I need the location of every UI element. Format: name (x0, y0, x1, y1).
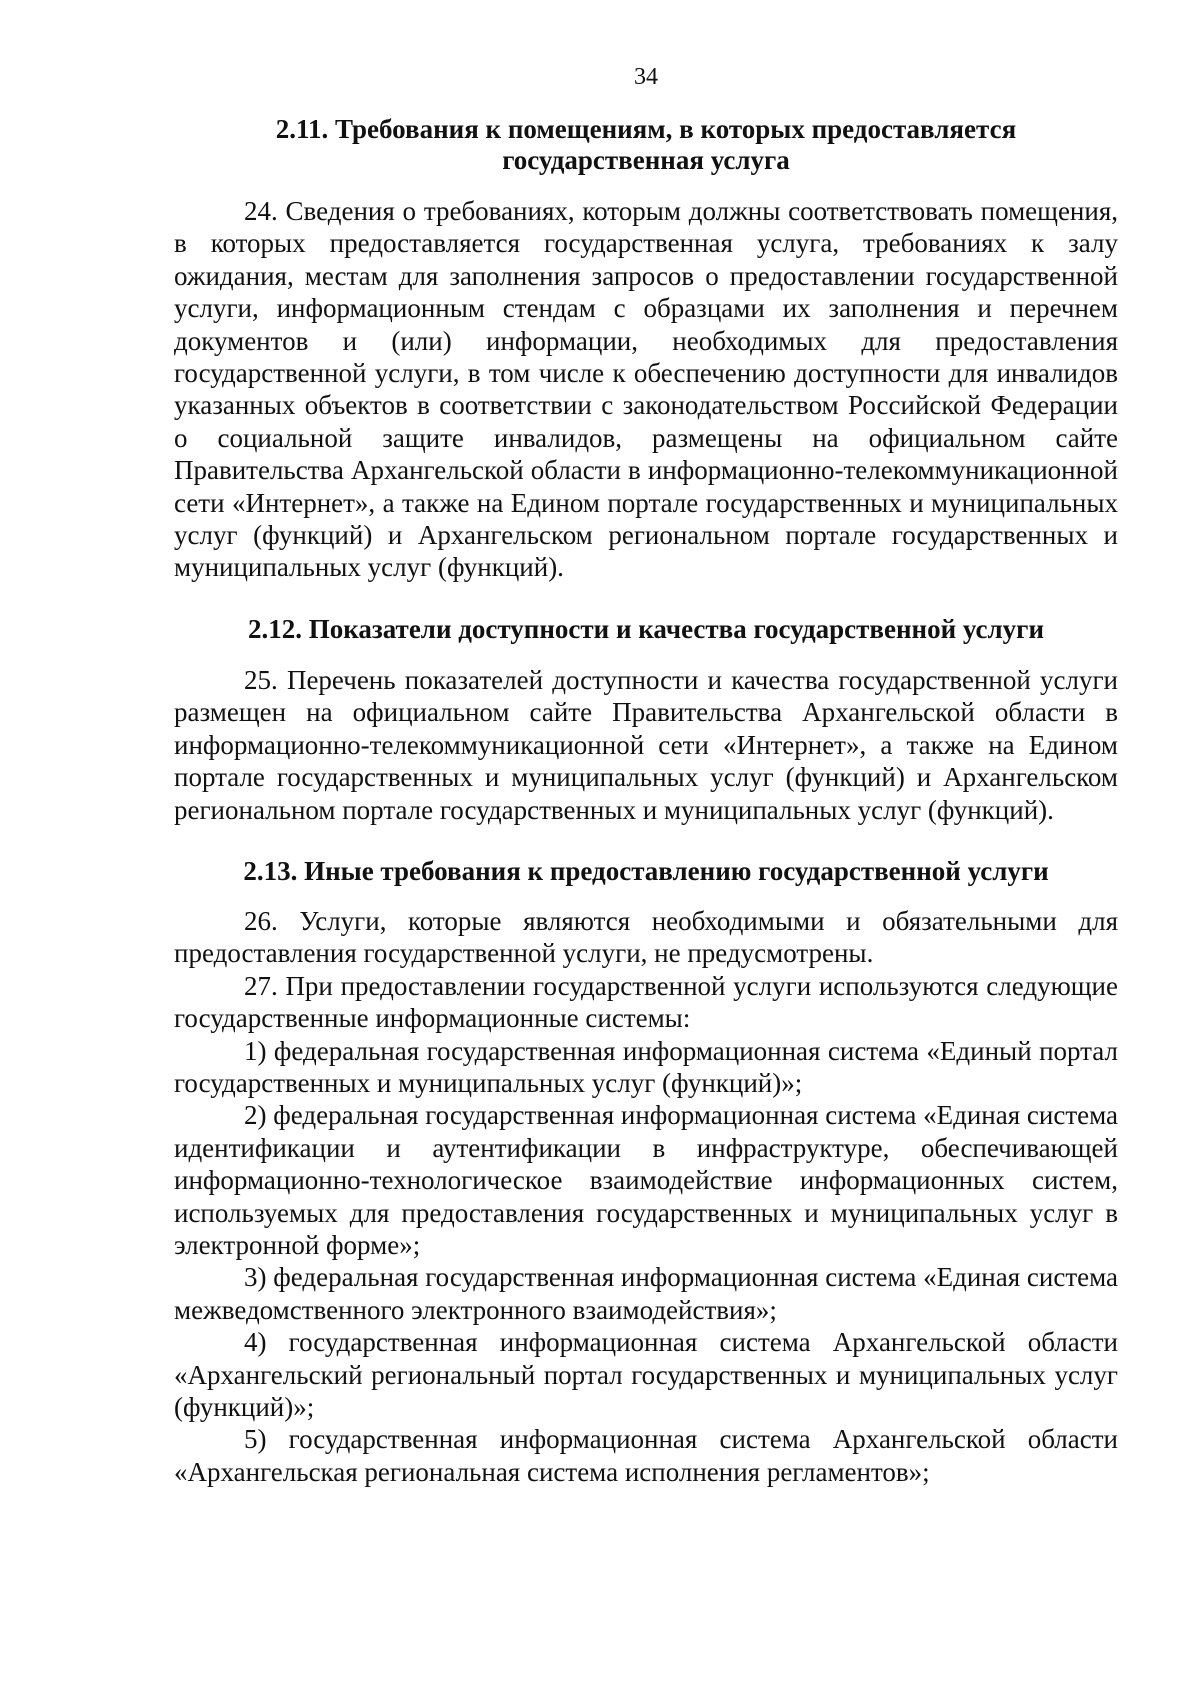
section-heading: 2.11. Требования к помещениям, в которых предоставляется государственная услуга (275, 114, 1017, 175)
section-heading: 2.13. Иные требования к предоставлению государственной услуги (243, 855, 1049, 886)
page-number: 34 (634, 64, 658, 90)
paragraph-26: 26. Услуги, которые являются необходимыми и обязательными для предоставления государственной услуги, не предусмотрены. (174, 905, 1118, 969)
document-page (174, 62, 1118, 1488)
paragraph-24: 24. Сведения о требованиях, которым должны соответствовать помещения, в которых предоставляется государственная услуга, требованиях к залу ожидания, местам для заполнения запросов о предоставлении государственной услуги, информационным стендам с образцами их заполнения и перечнем документов и (или) информации, необходимых для предоставления государственной услуги, в том числе к обеспечению доступности для инвалидов указанных объектов в соответствии с законодательством Российской Федерации о социальной защите инвалидов, размещены на официальном сайте Правительства Архангельской области в информационно-телекоммуникационной сети «Интернет», а также на Едином портале государственных и муниципальных услуг (функций) и Архангельском региональном портале государственных и муниципальных услуг (функций). (174, 196, 1118, 583)
paragraph-27: 27. При предоставлении государственной услуги используются следующие государственные информационные системы: (174, 970, 1118, 1034)
list-item-3: 3) федеральная государственная информационная система «Единая система межведомственного электронного взаимодействия»; (174, 1262, 1118, 1325)
list-item-5: 5) государственная информационная система Архангельской области «Архангельская региональная система исполнения регламентов»; (174, 1424, 1118, 1487)
list-item-1: 1) федеральная государственная информационная система «Единый портал государственных и муниципальных услуг (функций)»; (174, 1035, 1118, 1098)
section-2-13 (174, 856, 1118, 1488)
section-2-11 (174, 114, 1118, 584)
list-item-2: 2) федеральная государственная информационная система «Единая система идентификации и аутентификации в инфраструктуре, обеспечивающей информационно-технологическое взаимодействие информационных систем, используемых для предоставления государственных и муниципальных услуг в электронной форме»; (174, 1100, 1118, 1260)
section-heading: 2.12. Показатели доступности и качества государственной услуги (248, 613, 1044, 644)
section-2-12 (174, 614, 1118, 826)
paragraph-25: 25. Перечень показателей доступности и качества государственной услуги размещен на официальном сайте Правительства Архангельской области в информационно-телекоммуникационной сети «Интернет», а также на Едином портале государственных и муниципальных услуг (функций) и Архангельском региональном портале государственных и муниципальных услуг (функций). (174, 664, 1118, 825)
list-item-4: 4) государственная информационная система Архангельской области «Архангельский региональный портал государственных и муниципальных услуг (функций)»; (174, 1327, 1118, 1422)
